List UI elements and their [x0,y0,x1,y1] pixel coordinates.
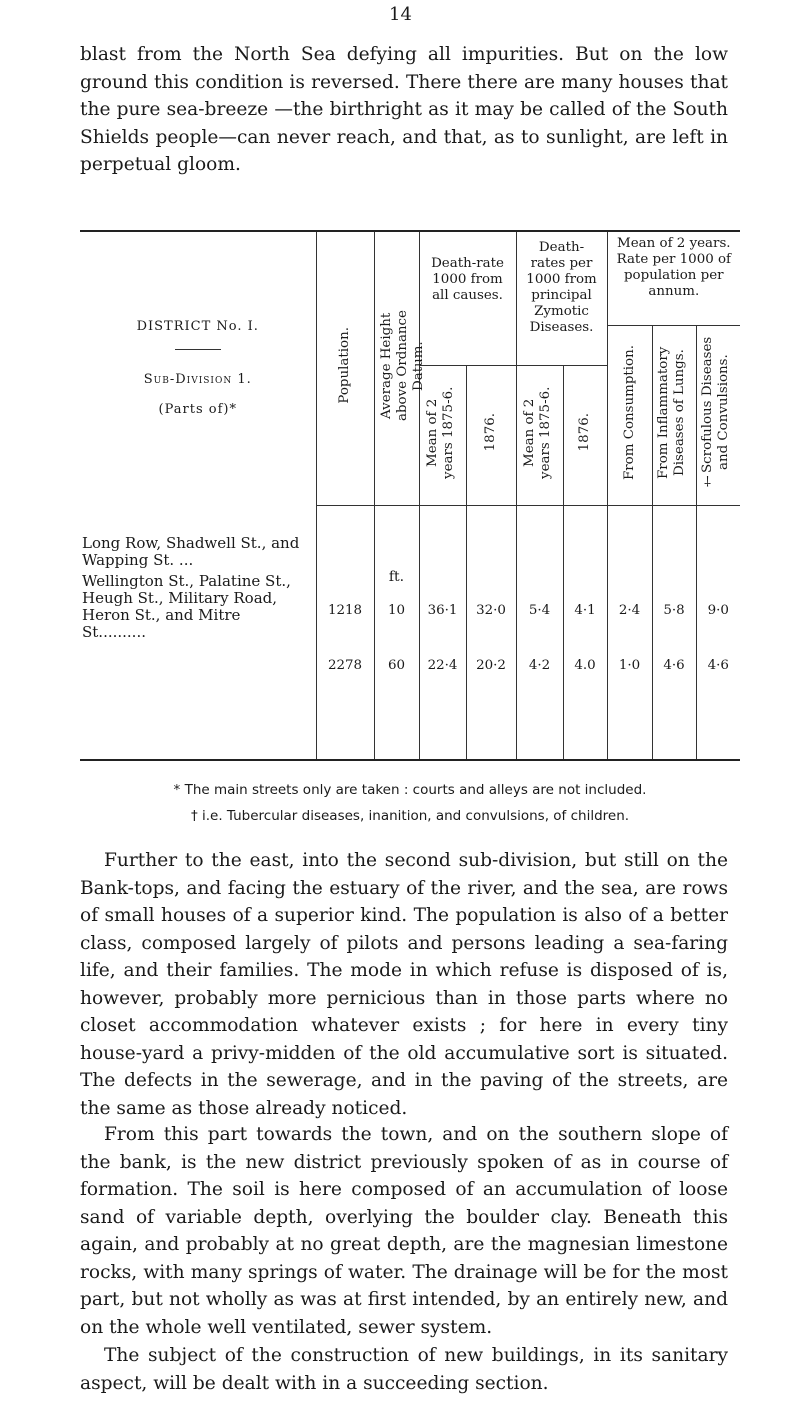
table-cell: 1218 [327,603,363,619]
district-header-cell [80,231,316,505]
death-mean-subheader: Mean of 2 years 1875-6. [419,365,466,505]
table-cell: 10 [387,603,406,619]
lungs-header: From Inflammatory Diseases of Lungs. [652,325,696,505]
zymotic-mean-subheader: Mean of 2 years 1875-6. [516,365,563,505]
table-row-label-2: Wellington St., Palatine St., Heugh St., Military Road, Heron St., and Mitre St.......... [82,572,291,641]
unit-ft: ft. [388,569,405,586]
parts-of-label: (Parts of)* [158,402,237,417]
lungs-column [652,505,696,760]
table-cell: 4·1 [574,603,596,619]
death-mean-column [419,505,466,760]
table-cell: 4·6 [663,658,685,674]
table-cell: 5·8 [663,603,685,619]
footnote-dagger: † i.e. Tubercular diseases, inanition, and convulsions, of children. [190,808,630,824]
table-cell: 60 [387,658,406,674]
mean-two-years-header: Mean of 2 years. Rate per 1000 of population per annum. [607,231,740,325]
page-number: 14 [389,4,412,25]
zymotic-1876-column [563,505,607,760]
statistics-table [80,230,740,761]
table-cell: 4·2 [528,658,551,674]
population-column [316,505,374,760]
body-paragraph-1: Further to the east, into the second sub-division, but still on the Bank-tops, and facing the estuary of the river, and the sea, are rows of small houses of a superior kind. The population is also of a better class, composed largely of pilots and persons leading a sea-faring life, and their families. The mode in which refuse is disposed of is, however, probably more pernicious than in those parts where no closet accommodation whatever exists ; for here in every tiny house-yard a privy-midden of the old accumulative sort is situated. The defects in the sewerage, and in the paving of the streets, are the same as those already noticed. [80,850,728,1119]
table-cell: 20·2 [476,658,506,674]
height-column [374,505,419,760]
row-labels-cell [80,505,316,760]
zymotic-mean-column [516,505,563,760]
scrofulous-column [696,505,740,760]
death-1876-subheader: 1876. [466,365,516,505]
zymotic-header: Death-rates per 1000 from principal Zymotic Diseases. [516,231,607,365]
table-cell: 36·1 [427,603,458,619]
table-cell: 4.0 [574,658,596,674]
height-header: Average Height above Ordnance Datum. [374,231,419,505]
table-cell: 4·6 [707,658,729,674]
body-paragraph-2: From this part towards the town, and on the southern slope of the bank, is the new district previously spoken of as in course of formation. The soil is here composed of an accumulation of loose sand of variable depth, overlying the boulder clay. Beneath this again, and probably at no great depth, are the magnesian limestone rocks, with many springs of water. The drainage will be for the most part, but not wholly as was at first intended, by an entirely new, and on the whole well ventilated, sewer system. [80,1124,728,1338]
table-cell: 1·0 [618,658,641,674]
table-row-label-1: Long Row, Shadwell St., and Wapping St. ... [82,534,300,569]
consumption-header: From Consumption. [607,325,652,505]
table-cell: 32·0 [476,603,506,619]
death-1876-column [466,505,516,760]
district-title: DISTRICT No. I. [136,319,259,334]
header-rule [175,349,221,350]
table-cell: 22·4 [427,658,458,674]
footnote-star: * The main streets only are taken : courts and alleys are not included. [173,782,647,798]
subdivision-label: Sub-Division 1. [143,372,252,387]
intro-paragraph: blast from the North Sea defying all impurities. But on the low ground this condition is reversed. There there are many houses that the pure sea-breeze —the birthright as it may be called of the South Shields people—can never reach, and that, as to sunlight, are left in perpetual gloom. [80,44,728,175]
scrofulous-header: †Scrofulous Diseases and Convulsions. [696,325,740,505]
table-cell: 2·4 [618,603,641,619]
table-cell: 5·4 [528,603,551,619]
consumption-column [607,505,652,760]
death-rate-header: Death-rate 1000 from all causes. [419,231,516,365]
table-cell: 9·0 [707,603,729,619]
zymotic-1876-subheader: 1876. [563,365,607,505]
population-header: Population. [316,231,374,505]
body-paragraph-3: The subject of the construction of new buildings, in its sanitary aspect, will be dealt with in a succeeding section. [80,1345,728,1394]
table-cell: 2278 [327,658,363,674]
